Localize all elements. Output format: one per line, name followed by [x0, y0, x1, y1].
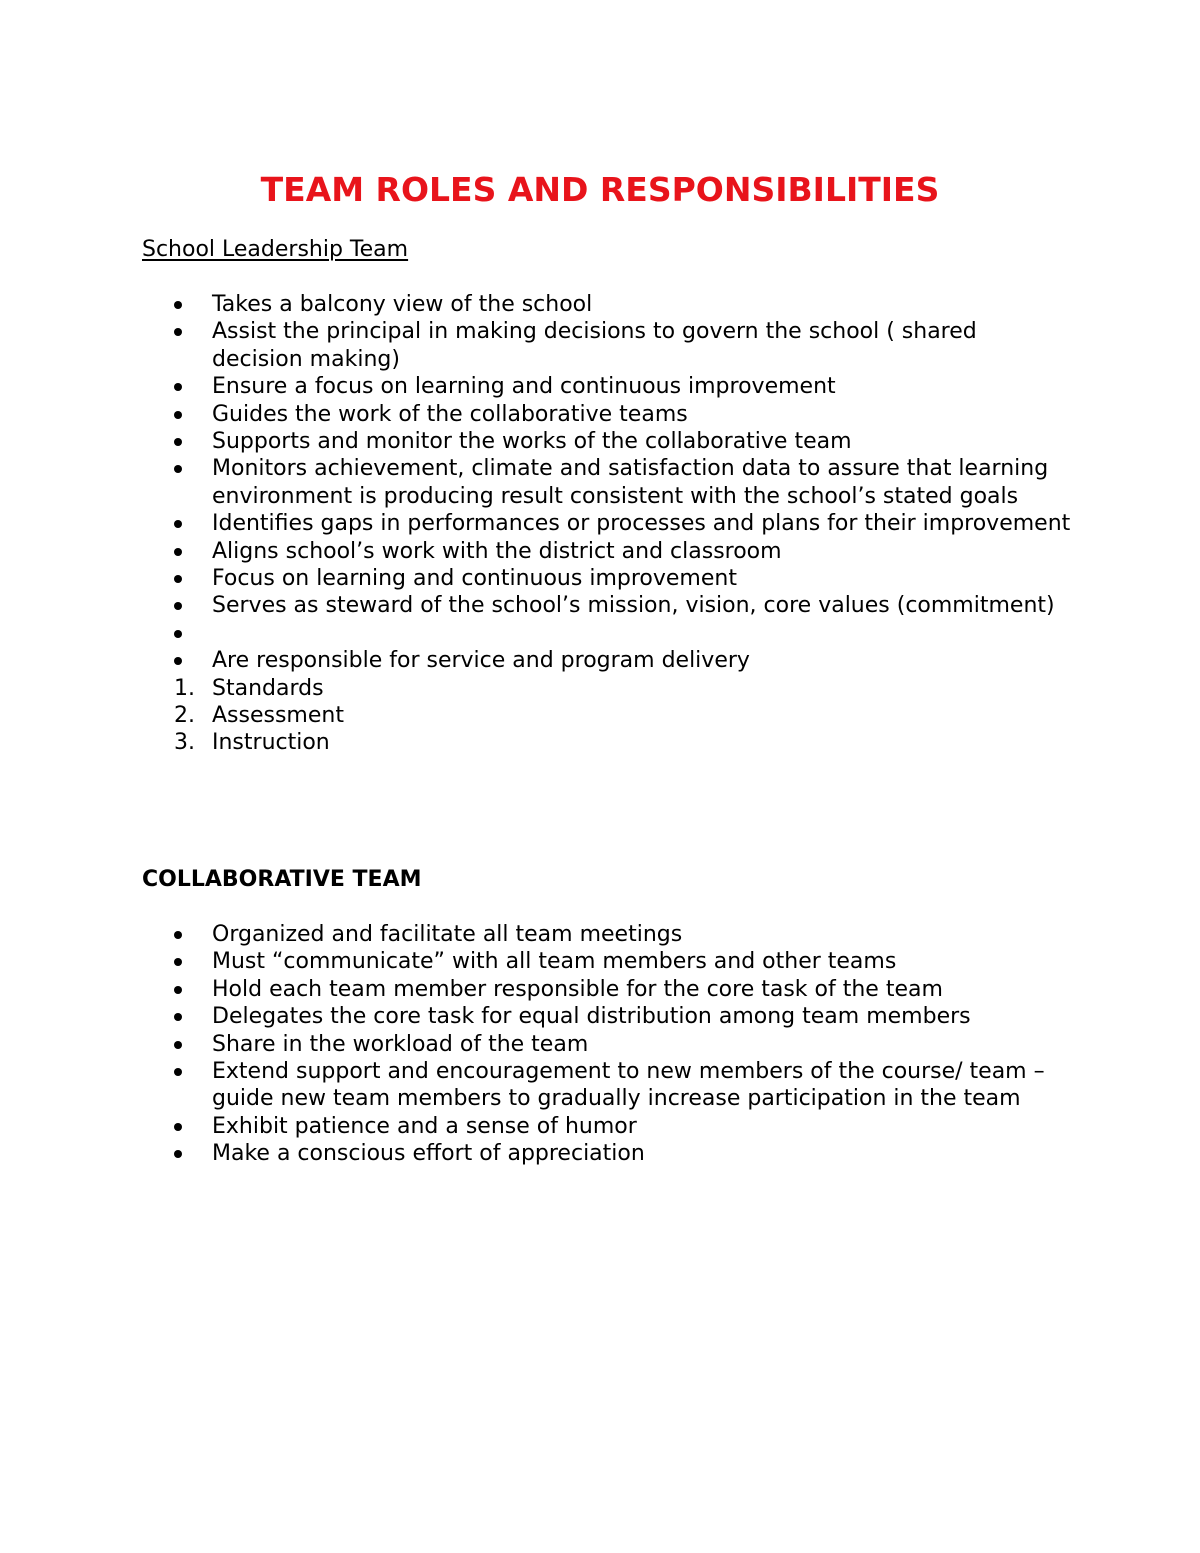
item-number: 2. — [174, 703, 195, 729]
list-item: Serves as steward of the school’s mission, vision, core values (commitment) — [142, 592, 1072, 619]
list-item: Takes a balcony view of the school — [142, 291, 1072, 318]
school-leadership-heading: School Leadership Team — [142, 237, 409, 262]
list-item: Assist the principal in making decisions to govern the school ( shared decision making) — [142, 318, 1072, 373]
bullet-icon — [174, 328, 182, 336]
numbered-item: 1. Standards — [174, 675, 324, 701]
bullet-icon — [174, 931, 182, 939]
bullet-icon — [174, 520, 182, 528]
list-item-empty — [142, 620, 1072, 647]
numbered-item: 3. Instruction — [174, 730, 330, 756]
bullet-icon — [174, 383, 182, 391]
item-number: 3. — [174, 730, 195, 756]
bullet-icon — [174, 438, 182, 446]
list-item: Identifies gaps in performances or processes and plans for their improvement — [142, 510, 1072, 537]
bullet-icon — [174, 1013, 182, 1021]
list-item: Aligns school’s work with the district and classroom — [142, 538, 1072, 565]
list-item: Supports and monitor the works of the collaborative team — [142, 428, 1072, 455]
bullet-icon — [174, 958, 182, 966]
school-leadership-list — [142, 291, 1072, 757]
list-item: Hold each team member responsible for the core task of the team — [142, 976, 1072, 1003]
bullet-icon — [174, 548, 182, 556]
list-item: Extend support and encouragement to new members of the course/ team – guide new team members to gradually increase participation in the team — [142, 1058, 1072, 1113]
list-item: Organized and facilitate all team meetings — [142, 921, 1072, 948]
bullet-icon — [174, 630, 182, 638]
list-item: Are responsible for service and program delivery — [142, 647, 1072, 674]
collaborative-team-heading: COLLABORATIVE TEAM — [142, 867, 422, 892]
bullet-icon — [174, 1068, 182, 1076]
bullet-icon — [174, 1123, 182, 1131]
list-item: Make a conscious effort of appreciation — [142, 1140, 1072, 1167]
bullet-icon — [174, 301, 182, 309]
bullet-icon — [174, 657, 182, 665]
item-number: 1. — [174, 675, 195, 701]
list-item: Must “communicate” with all team members and other teams — [142, 948, 1072, 975]
list-item: Exhibit patience and a sense of humor — [142, 1113, 1072, 1140]
bullet-icon — [174, 1150, 182, 1158]
list-item: Guides the work of the collaborative teams — [142, 401, 1072, 428]
bullet-icon — [174, 986, 182, 994]
list-item: Monitors achievement, climate and satisfaction data to assure that learning environment is producing result consistent with the school’s stated goals — [142, 455, 1072, 510]
document-title: TEAM ROLES AND RESPONSIBILITIES — [260, 170, 940, 209]
collaborative-team-list — [142, 921, 1072, 1168]
list-item: Share in the workload of the team — [142, 1031, 1072, 1058]
bullet-icon — [174, 1041, 182, 1049]
list-item: Delegates the core task for equal distribution among team members — [142, 1003, 1072, 1030]
list-item: Ensure a focus on learning and continuous improvement — [142, 373, 1072, 400]
bullet-icon — [174, 465, 182, 473]
bullet-icon — [174, 602, 182, 610]
bullet-icon — [174, 575, 182, 583]
numbered-item: 2. Assessment — [174, 703, 344, 729]
list-item: Focus on learning and continuous improvement — [142, 565, 1072, 592]
bullet-icon — [174, 411, 182, 419]
